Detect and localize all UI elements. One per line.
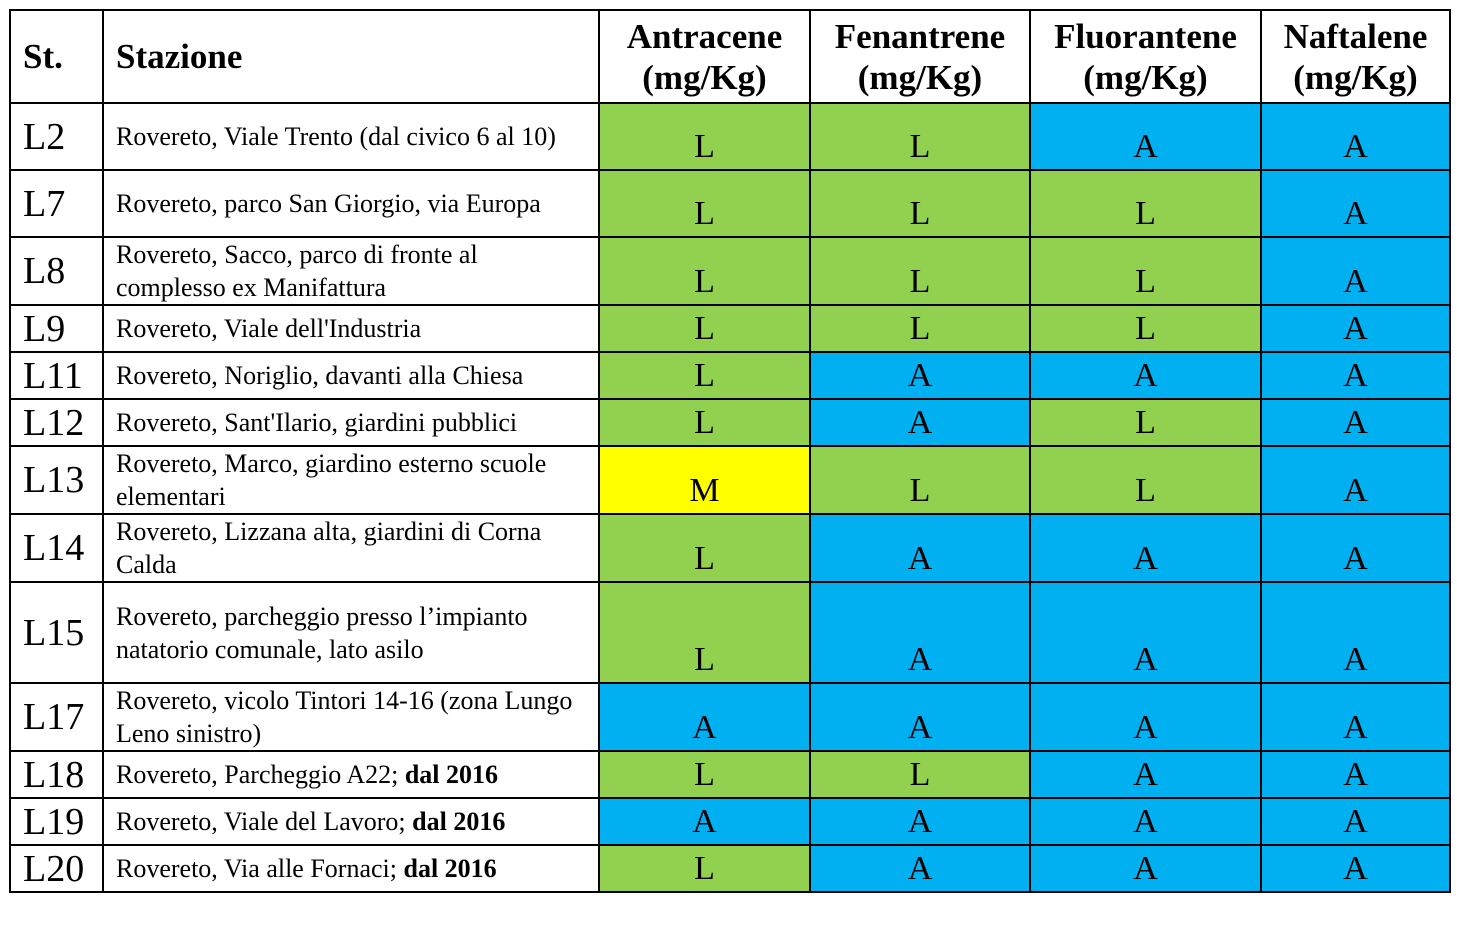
header-row xyxy=(10,10,1450,103)
table-row xyxy=(10,305,1450,352)
station-name xyxy=(103,798,599,845)
station-name xyxy=(103,683,599,751)
header-unit: (mg/Kg) xyxy=(1083,57,1208,97)
value-fenantrene: L xyxy=(810,170,1030,237)
station-name xyxy=(103,305,599,352)
value-antracene: L xyxy=(599,399,810,446)
value-fluorantene: A xyxy=(1030,845,1261,892)
station-code: L19 xyxy=(10,798,103,845)
value-antracene: L xyxy=(599,582,810,683)
station-name xyxy=(103,751,599,798)
header-st: St. xyxy=(10,10,103,103)
value-naftalene: A xyxy=(1261,845,1450,892)
station-name-text: Rovereto, parco San Giorgio, via Europa xyxy=(116,189,541,218)
station-code: L12 xyxy=(10,399,103,446)
station-name xyxy=(103,582,599,683)
header-unit: (mg/Kg) xyxy=(857,57,983,97)
station-name xyxy=(103,170,599,237)
table-row xyxy=(10,514,1450,582)
header-name: Naftalene xyxy=(1283,16,1428,56)
station-name xyxy=(103,352,599,399)
header-unit: (mg/Kg) xyxy=(1293,57,1418,97)
station-name-text: Rovereto, Lizzana alta, giardini di Corna Calda xyxy=(116,517,542,579)
value-fenantrene: A xyxy=(810,514,1030,582)
value-antracene: L xyxy=(599,751,810,798)
value-naftalene: A xyxy=(1261,446,1450,514)
value-fluorantene: A xyxy=(1030,798,1261,845)
station-name xyxy=(103,399,599,446)
value-antracene: L xyxy=(599,305,810,352)
value-naftalene: A xyxy=(1261,683,1450,751)
value-antracene: L xyxy=(599,352,810,399)
value-antracene: A xyxy=(599,798,810,845)
table-row xyxy=(10,399,1450,446)
station-name-text: Rovereto, Viale Trento (dal civico 6 al 10) xyxy=(116,122,556,151)
value-antracene: M xyxy=(599,446,810,514)
station-name-text: Rovereto, parcheggio presso l’impianto natatorio comunale, lato asilo xyxy=(116,601,528,664)
station-name-text: Rovereto, Viale del Lavoro; xyxy=(116,807,413,836)
header-unit: (mg/Kg) xyxy=(642,57,767,97)
station-code: L20 xyxy=(10,845,103,892)
value-fluorantene: A xyxy=(1030,582,1261,683)
table-row xyxy=(10,103,1450,170)
station-name xyxy=(103,237,599,305)
table-row xyxy=(10,352,1450,399)
station-code: L15 xyxy=(10,582,103,683)
value-naftalene: A xyxy=(1261,237,1450,305)
value-antracene: L xyxy=(599,170,810,237)
station-name-text: Rovereto, Sacco, parco di fronte al complesso ex Manifattura xyxy=(116,240,478,302)
value-antracene: A xyxy=(599,683,810,751)
station-code: L7 xyxy=(10,170,103,237)
header-name: Antracene xyxy=(626,16,783,56)
value-fluorantene: A xyxy=(1030,352,1261,399)
value-fluorantene: A xyxy=(1030,103,1261,170)
value-fenantrene: A xyxy=(810,582,1030,683)
value-fenantrene: A xyxy=(810,683,1030,751)
value-antracene: L xyxy=(599,103,810,170)
station-name-text: Rovereto, Viale dell'Industria xyxy=(116,314,422,343)
value-naftalene: A xyxy=(1261,514,1450,582)
value-naftalene: A xyxy=(1261,751,1450,798)
value-naftalene: A xyxy=(1261,399,1450,446)
header-fluorantene xyxy=(1030,10,1261,103)
value-fluorantene: L xyxy=(1030,305,1261,352)
value-naftalene: A xyxy=(1261,305,1450,352)
value-antracene: L xyxy=(599,514,810,582)
station-code: L9 xyxy=(10,305,103,352)
value-fluorantene: A xyxy=(1030,751,1261,798)
station-code: L2 xyxy=(10,103,103,170)
value-fenantrene: A xyxy=(810,845,1030,892)
station-name xyxy=(103,514,599,582)
header-naftalene xyxy=(1261,10,1450,103)
value-naftalene: A xyxy=(1261,352,1450,399)
table-body xyxy=(10,103,1450,892)
table-row xyxy=(10,683,1450,751)
station-since-note: dal 2016 xyxy=(403,854,497,883)
table-row xyxy=(10,798,1450,845)
station-code: L8 xyxy=(10,237,103,305)
station-code: L13 xyxy=(10,446,103,514)
value-fluorantene: A xyxy=(1030,683,1261,751)
header-stazione: Stazione xyxy=(103,10,599,103)
value-fluorantene: L xyxy=(1030,446,1261,514)
value-fluorantene: L xyxy=(1030,237,1261,305)
header-fenantrene xyxy=(810,10,1030,103)
value-fluorantene: A xyxy=(1030,514,1261,582)
value-naftalene: A xyxy=(1261,798,1450,845)
station-code: L14 xyxy=(10,514,103,582)
pah-table xyxy=(9,9,1451,893)
station-name-text: Rovereto, Sant'Ilario, giardini pubblici xyxy=(116,408,518,437)
value-antracene: L xyxy=(599,845,810,892)
station-name-text: Rovereto, Noriglio, davanti alla Chiesa xyxy=(116,361,524,390)
table-row xyxy=(10,582,1450,683)
station-name-text: Rovereto, Marco, giardino esterno scuole elementari xyxy=(116,449,547,511)
table-row xyxy=(10,751,1450,798)
value-fenantrene: L xyxy=(810,751,1030,798)
value-fluorantene: L xyxy=(1030,399,1261,446)
value-antracene: L xyxy=(599,237,810,305)
table-row xyxy=(10,237,1450,305)
station-name-text: Rovereto, Parcheggio A22; xyxy=(116,760,405,789)
station-name xyxy=(103,103,599,170)
station-name-text: Rovereto, vicolo Tintori 14-16 (zona Lungo Leno sinistro) xyxy=(116,686,573,748)
value-fenantrene: L xyxy=(810,305,1030,352)
value-fenantrene: A xyxy=(810,399,1030,446)
value-naftalene: A xyxy=(1261,103,1450,170)
station-since-note: dal 2016 xyxy=(412,807,506,836)
station-since-note: dal 2016 xyxy=(404,760,499,789)
station-code: L17 xyxy=(10,683,103,751)
station-code: L11 xyxy=(10,352,103,399)
value-fenantrene: L xyxy=(810,446,1030,514)
station-name-text: Rovereto, Via alle Fornaci; xyxy=(116,854,404,883)
value-naftalene: A xyxy=(1261,582,1450,683)
value-fluorantene: L xyxy=(1030,170,1261,237)
station-name xyxy=(103,845,599,892)
value-fenantrene: L xyxy=(810,237,1030,305)
station-code: L18 xyxy=(10,751,103,798)
station-name xyxy=(103,446,599,514)
value-fenantrene: A xyxy=(810,352,1030,399)
header-name: Fluorantene xyxy=(1054,16,1237,56)
header-antracene xyxy=(599,10,810,103)
value-naftalene: A xyxy=(1261,170,1450,237)
table-row xyxy=(10,845,1450,892)
table-row xyxy=(10,170,1450,237)
value-fenantrene: L xyxy=(810,103,1030,170)
header-name: Fenantrene xyxy=(834,16,1006,56)
value-fenantrene: A xyxy=(810,798,1030,845)
table-row xyxy=(10,446,1450,514)
